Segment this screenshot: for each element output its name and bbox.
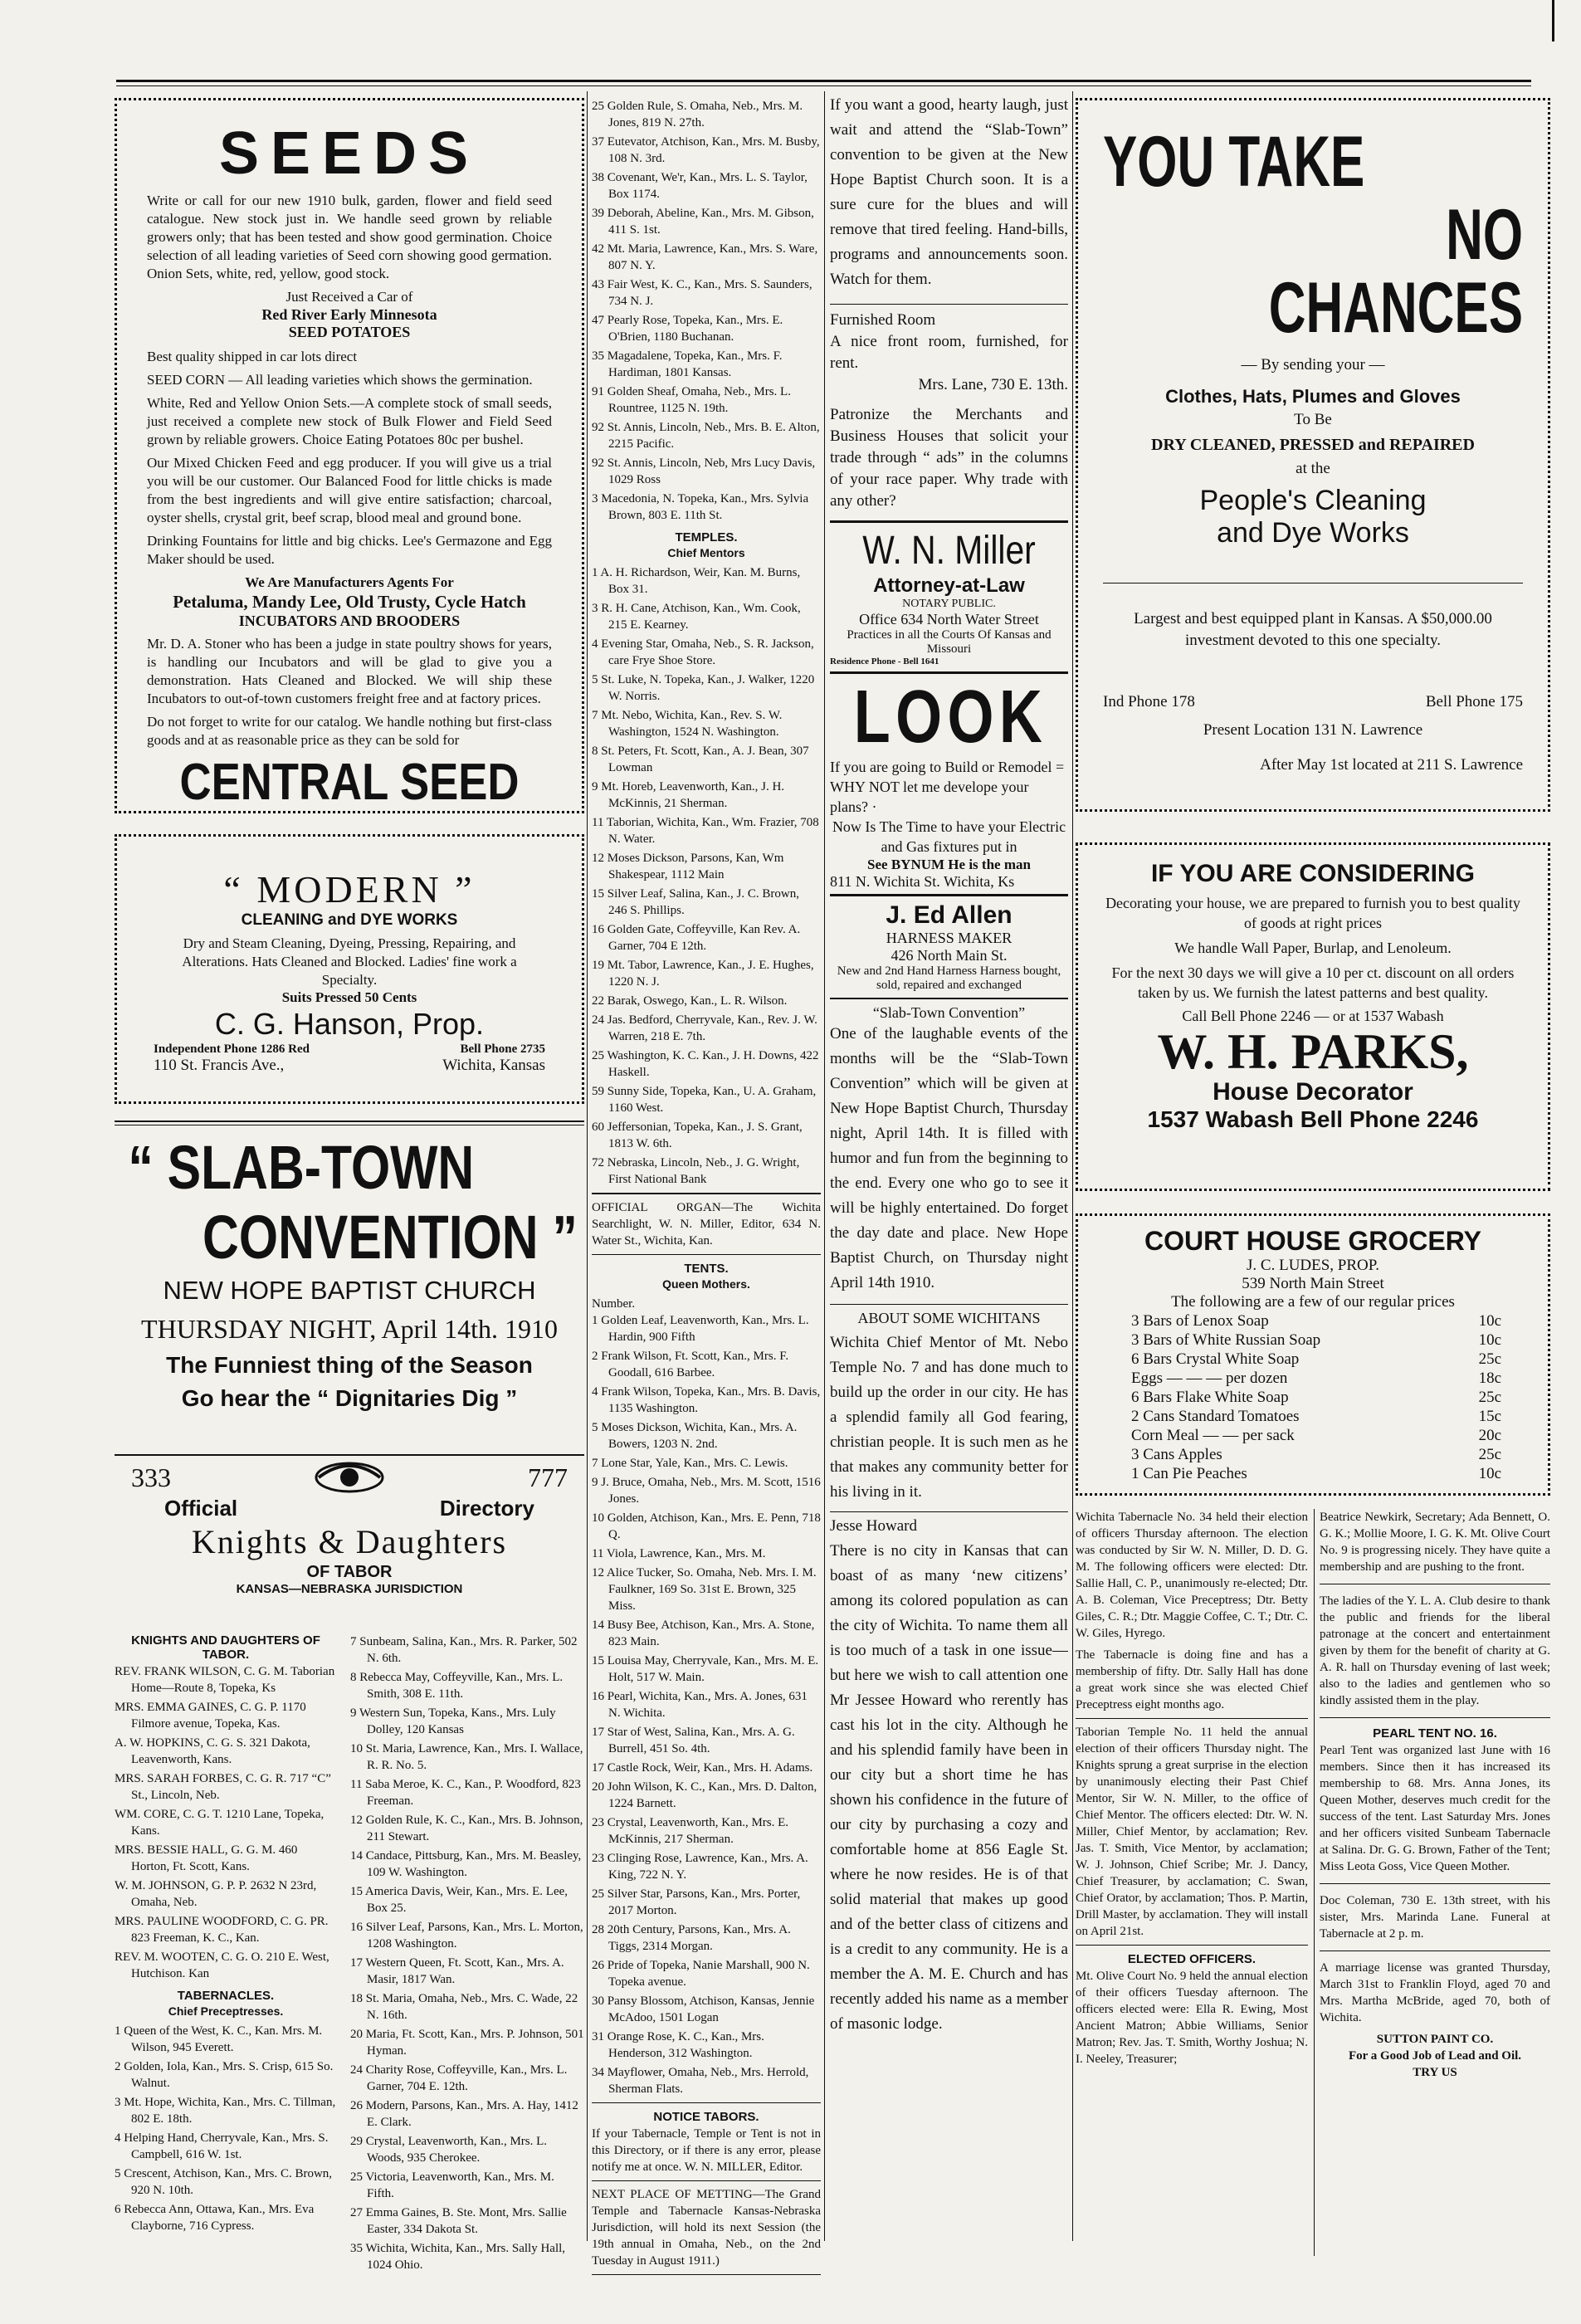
seeds-ad xyxy=(115,98,584,813)
clothes: Clothes, Hats, Plumes and Gloves xyxy=(1165,386,1461,407)
price-row xyxy=(1131,1388,1501,1407)
modern-bell-phone: Bell Phone 2735 xyxy=(460,1042,545,1056)
directory-subheader xyxy=(115,1496,584,1521)
grocery-title: COURT HOUSE GROCERY xyxy=(1144,1226,1481,1256)
official-organ: OFFICIAL ORGAN—The Wichita Searchlight, W. N. Miller, Editor, 634 N. Water St., Wichita, Kan. xyxy=(592,1201,821,1247)
tabernacle-entry: 16 Silver Leaf, Parsons, Kan., Mrs. L. Morton, 1208 Washington. xyxy=(350,1921,583,1950)
miller-notary: NOTARY PUBLIC. xyxy=(902,598,996,610)
tabernacle-entry: 2 Golden, Iola, Kan., Mrs. S. Crisp, 615 So. Walnut. xyxy=(115,2060,334,2090)
cleaning-bell-phone: Bell Phone 175 xyxy=(1425,693,1523,710)
miller-office: Office 634 North Water Street xyxy=(859,611,1039,627)
tabernacle-entry: 92 St. Annis, Lincoln, Neb., Mrs. B. E. Alton, 2215 Pacific. xyxy=(592,421,820,451)
next-meeting: NEXT PLACE OF METTING—The Grand Temple and Tabernacle Kansas-Nebraska Jurisdiction, will hold its next Session (the 19th annual in Omaha, Neb., on the 2nd Tuesday in August 1911.) xyxy=(592,2188,821,2268)
column-4-news-left xyxy=(1076,1509,1308,2073)
officer-entry: MRS. PAULINE WOODFORD, C. G. PR. 823 Freeman, K. C., Kan. xyxy=(115,1915,329,1945)
tent-entry: 17 Star of West, Salina, Kan., Mrs. A. G. Burrell, 451 So. 4th. xyxy=(592,1726,795,1755)
tabernacle-entry: 24 Charity Rose, Coffeyville, Kan., Mrs. L. Garner, 704 E. 12th. xyxy=(350,2063,568,2093)
tabernacle-entry: 26 Modern, Parsons, Kan., Mrs. A. Hay, 1412 E. Clark. xyxy=(350,2099,578,2129)
elected-head: ELECTED OFFICERS. xyxy=(1127,1952,1257,1966)
call-parks: Call Bell Phone 2246 — or at 1537 Wabash xyxy=(1182,1008,1444,1024)
about-text: Wichita Chief Mentor of Mt. Nebo Temple No. 7 and has done much to build up the order in our city. He has a splendid family all God fearing, christian people. It is such men as he that makes any community better for his living in it. xyxy=(830,1334,1068,1501)
at-the: at the xyxy=(1296,460,1330,477)
tents-sub: Queen Mothers. xyxy=(662,1277,750,1291)
modern-address xyxy=(154,1057,545,1075)
dry-cleaned: DRY CLEANED, PRESSED and REPAIRED xyxy=(1151,436,1475,454)
modern-sub: CLEANING and DYE WORKS xyxy=(241,911,458,929)
tabernacle-entry: 27 Emma Gaines, B. Ste. Mont, Mrs. Sallie Easter, 334 Dakota St. xyxy=(350,2206,567,2236)
tabernacle-entry: 6 Rebecca Ann, Ottawa, Kan., Mrs. Eva Clayborne, 716 Cypress. xyxy=(115,2203,315,2233)
allen-harness: HARNESS MAKER xyxy=(886,930,1013,946)
tabernacles-head: TABERNACLES. xyxy=(177,1989,275,2003)
tabernacle-entry: 3 Mt. Hope, Wichita, Kan., Mrs. C. Tillman, 802 E. 18th. xyxy=(115,2096,336,2126)
grocery-following: The following are a few of our regular prices xyxy=(1171,1293,1455,1311)
coleman: Doc Coleman, 730 E. 13th street, with his sister, Mrs. Marinda Lane. Funeral at Tabernacle at 2 p. m. xyxy=(1320,1894,1550,1941)
tent-entry: 1 Golden Leaf, Leavenworth, Kan., Mrs. L. Hardin, 900 Fifth xyxy=(592,1314,809,1344)
column-divider-1 xyxy=(587,91,588,2241)
modern-city: Wichita, Kansas xyxy=(442,1057,545,1074)
price-item: 3 Bars of White Russian Soap xyxy=(1131,1331,1321,1349)
parks-wabash: 1537 Wabash Bell Phone 2246 xyxy=(1147,1106,1479,1132)
convention-notice: If you want a good, hearty laugh, just wait and attend the “Slab-Town” convention to be given at the New Hope Baptist Church soon. It is a sure cure for the blues and will remove that tired feeling. Hand-bills, programs and announcements soon. Watch for them. xyxy=(830,96,1068,288)
largest: Largest and best equipped plant in Kansas. A $50,000.00 investment devoted to this one specialty. xyxy=(1134,610,1492,649)
modern-text: Dry and Steam Cleaning, Dyeing, Pressing, Repairing, and Alterations. Hats Cleaned and Blocked. Ladies' fine work a Specialty. xyxy=(182,935,517,988)
look-title: LOOK xyxy=(853,676,1048,759)
right-edge xyxy=(1552,0,1554,42)
parks-name: W. H. PARKS, xyxy=(1157,1024,1469,1079)
take-1: YOU TAKE xyxy=(1103,122,1365,202)
parks-decorator: House Decorator xyxy=(1213,1078,1413,1106)
tab34: Wichita Tabernacle No. 34 held their election of officers Thursday afternoon. The election was conducted by Sir W. N. Miller, D. D. G. M. The following officers were elected: Dtr. Sallie Hall, C. P., unanimously re-elected; Dtr. A. B. Coleman, Vice Preceptress; Dtr. Betty Giles, C. R.; Dtr. Maggie Coffee, C. T.; Dtr. C. W. Giles, Hyrego. xyxy=(1076,1511,1308,1640)
bynum-line: See BYNUM He is the man xyxy=(867,857,1031,872)
temple-entry: 60 Jeffersonian, Topeka, Kan., J. S. Grant, 1813 W. 6th. xyxy=(592,1120,803,1150)
tabernacle-entry: 15 America Davis, Weir, Kan., Mrs. E. Lee, Box 25. xyxy=(350,1885,568,1915)
slab-head: “Slab-Town Convention” xyxy=(872,1004,1026,1021)
price-value: 25c xyxy=(1478,1446,1501,1463)
tabernacle-entry: 38 Covenant, We'r, Kan., Mrs. L. S. Taylor, Box 1174. xyxy=(592,171,808,201)
column-4-news-right xyxy=(1320,1509,1550,2081)
temple-entry: 3 R. H. Cane, Atchison, Kan., Wm. Cook, 215 E. Kearney. xyxy=(592,602,801,632)
temple-entry: 24 Jas. Bedford, Cherryvale, Kan., Rev. J. W. Warren, 218 E. 7th. xyxy=(592,1013,817,1043)
tent-entry: 2 Frank Wilson, Ft. Scott, Kan., Mrs. F. Goodall, 616 Barbee. xyxy=(592,1350,789,1379)
price-row xyxy=(1131,1464,1501,1483)
officer-entry: REV. M. WOOTEN, C. G. O. 210 E. West, Hutchison. Kan xyxy=(115,1950,329,1980)
tabernacle-entry: 11 Saba Meroe, K. C., Kan., P. Woodford, 823 Freeman. xyxy=(350,1778,581,1808)
miller-name: W. N. Miller xyxy=(862,529,1036,573)
price-row xyxy=(1131,1426,1501,1445)
price-item: Corn Meal — — per sack xyxy=(1131,1427,1295,1444)
seeds-brands: Petaluma, Mandy Lee, Old Trusty, Cycle Hatch xyxy=(173,592,526,612)
grocery-ad xyxy=(1076,1213,1550,1496)
price-row xyxy=(1131,1311,1501,1330)
patronize-notice: Patronize the Merchants and Business Houses that solicit your trade through “ ads” in the columns of your race paper. Why trade with any other? xyxy=(830,406,1068,510)
price-item: 2 Cans Standard Tomatoes xyxy=(1131,1408,1300,1425)
ywla: The ladies of the Y. L. A. Club desire to thank the public and friends for the liberal patronage at the concert and entertainment given by them for the benefit of charity at G. A. R. hall on Thursday evening of last week; also to the ladies and gentlemen who so kindly assisted them in the play. xyxy=(1320,1594,1550,1707)
room-contact: Mrs. Lane, 730 E. 13th. xyxy=(918,376,1068,393)
tabernacle-entry: 35 Wichita, Wichita, Kan., Mrs. Sally Hall, 1024 Ohio. xyxy=(350,2242,566,2272)
officer-entry: MRS. SARAH FORBES, C. G. R. 717 “C” St., Lincoln, Neb. xyxy=(115,1772,331,1802)
tabernacle-entry: 29 Crystal, Leavenworth, Kan., Mrs. L. Woods, 935 Cherokee. xyxy=(350,2135,548,2165)
tent-entry: 30 Pansy Blossom, Atchison, Kansas, Jennie McAdoo, 1501 Logan xyxy=(592,1994,815,2024)
peoples-2: and Dye Works xyxy=(1217,517,1409,549)
temple-entry: 7 Mt. Nebo, Wichita, Kan., Rev. S. W. Washington, 1524 N. Washington. xyxy=(592,709,783,739)
seeds-fountains: Drinking Fountains for little and big chicks. Lee's Germazone and Egg Maker should be used. xyxy=(147,533,552,567)
temple-entry: 22 Barak, Oswego, Kan., L. R. Wilson. xyxy=(592,994,788,1008)
price-value: 15c xyxy=(1478,1408,1501,1425)
notice-head: NOTICE TABORS. xyxy=(653,2110,759,2124)
tabernacle-entry: 91 Golden Sheaf, Omaha, Neb., Mrs. L. Rountree, 1125 N. 19th. xyxy=(592,385,791,415)
price-item: 3 Cans Apples xyxy=(1131,1446,1222,1463)
present-location: Present Location 131 N. Lawrence xyxy=(1203,721,1423,739)
slabtown-go: Go hear the “ Dignitaries Dig ” xyxy=(181,1385,518,1411)
temple-entry: 11 Taborian, Wichita, Kan., Wm. Frazier, 708 N. Water. xyxy=(592,816,819,846)
temples-list xyxy=(592,564,821,1188)
seeds-forget: Do not forget to write for our catalog. We handle nothing but first-class goods and at as reasonable price as they can be sold for xyxy=(147,714,552,748)
tent-entry: 26 Pride of Topeka, Nanie Marshall, 900 N. Topeka avenue. xyxy=(592,1959,810,1989)
parks-ad xyxy=(1076,842,1550,1191)
tent-entry: 4 Frank Wilson, Topeka, Kan., Mrs. B. Davis, 1135 Washington. xyxy=(592,1385,821,1415)
column2-top-list xyxy=(592,98,821,524)
modern-addr: 110 St. Francis Ave., xyxy=(154,1057,285,1074)
top-rule-2 xyxy=(116,85,1531,86)
cleaning-phones xyxy=(1103,693,1523,711)
slabtown-line2: CONVENTION ” xyxy=(203,1203,578,1272)
tabernacle-entry: 4 Helping Hand, Cherryvale, Kan., Mrs. S. Campbell, 616 W. 1st. xyxy=(115,2131,329,2161)
temples-head: TEMPLES. xyxy=(675,530,738,544)
bynum-address: 811 N. Wichita St. Wichita, Ks xyxy=(830,873,1015,890)
directory-title: Knights & Daughters xyxy=(191,1523,508,1560)
seeds-brands-2: INCUBATORS AND BROODERS xyxy=(238,613,461,629)
grocery-ludes: J. C. LUDES, PROP. xyxy=(1247,1257,1379,1274)
wall-paper: We handle Wall Paper, Burlap, and Lenoleum. xyxy=(1174,940,1452,956)
directory-jurisdiction: KANSAS—NEBRASKA JURISDICTION xyxy=(236,1582,463,1596)
tabernacle-entry: 10 St. Maria, Lawrence, Kan., Mrs. I. Wallace, R. R. No. 5. xyxy=(350,1742,583,1772)
tabernacle-entry: 35 Magadalene, Topeka, Kan., Mrs. F. Hardiman, 1801 Kansas. xyxy=(592,349,783,379)
modern-title: “ MODERN ” xyxy=(223,868,476,911)
modern-ad xyxy=(115,834,584,1104)
directory-right-num: 777 xyxy=(528,1462,568,1492)
temple-entry: 15 Silver Leaf, Salina, Kan., J. C. Brown, 246 S. Phillips. xyxy=(592,887,799,917)
price-row xyxy=(1131,1445,1501,1464)
temple-entry: 5 St. Luke, N. Topeka, Kan., J. Walker, 1220 W. Norris. xyxy=(592,673,815,703)
tent-entry: 20 John Wilson, K. C., Kan., Mrs. D. Dalton, 1224 Barnett. xyxy=(592,1780,817,1810)
directory-left-num: 333 xyxy=(131,1462,171,1492)
why-not-pay xyxy=(592,2280,821,2281)
column-divider-2 xyxy=(824,91,825,2241)
price-value: 10c xyxy=(1478,1312,1501,1330)
seeds-intro: Write or call for our new 1910 bulk, garden, flower and field seed catalogue. New stock just in. We handle seed grown by reliable growers only; that has been tested and show good germination. Choice selection of all leading varieties of Seed corn showing good germation. Onion Sets, white, red, yellow, good stock. xyxy=(147,193,552,281)
tent-entry: 12 Alice Tucker, So. Omaha, Neb. Mrs. I. M. Faulkner, 169 So. 31st E. Brown, 325 Miss. xyxy=(592,1566,817,1613)
jesse-head: Jesse Howard xyxy=(830,1517,918,1535)
officer-entry: MRS. BESSIE HALL, G. G. M. 460 Horton, Ft. Scott, Kans. xyxy=(115,1843,298,1873)
column-4-news xyxy=(1076,1509,1550,2281)
allen-text: New and 2nd Hand Harness Harness bought, sold, repaired and exchanged xyxy=(837,964,1061,992)
license: A marriage license was granted Thursday, March 31st to Franklin Floyd, aged 70 and Mrs. Martha McBride, aged 70, both of Wichita. xyxy=(1320,1961,1550,2024)
tent-entry: 28 20th Century, Parsons, Kan., Mrs. A. Tiggs, 2314 Morgan. xyxy=(592,1923,791,1953)
seeds-feed: Our Mixed Chicken Feed and egg producer. If you will give us a trial you will be our customer. Our Balanced Food for little chicks is made from the best ingredients and will give entire satisfaction; charcoal, oyster shells, crystal grit, beef scrap, blood meal and ground bone. xyxy=(147,455,552,525)
tents-list xyxy=(592,1312,821,2097)
tabernacles-list xyxy=(115,2023,337,2234)
tent-entry: 16 Pearl, Wichita, Kan., Mrs. A. Jones, 631 N. Wichita. xyxy=(592,1690,808,1720)
tent-entry: 31 Orange Rose, K. C., Kan., Mrs. Henderson, 312 Washington. xyxy=(592,2030,764,2060)
officer-entry: MRS. EMMA GAINES, C. G. P. 1170 Filmore avenue, Topeka, Kas. xyxy=(115,1701,306,1731)
tent-entry: 15 Louisa May, Cherryvale, Kan., Mrs. M. E. Holt, 517 W. Main. xyxy=(592,1654,819,1684)
price-row xyxy=(1131,1350,1501,1369)
elected-text: Mt. Olive Court No. 9 held the annual election of their officers Tuesday afternoon. The officers elected were: Ella R. Ewing, Most Ancient Matron; Abbie Williams, Senior Matron; Rev. Jas. T. Smith, Worthy Joshua; N. I. Neeley, Treasurer; xyxy=(1076,1970,1308,2066)
tents-head: TENTS. xyxy=(684,1262,729,1276)
directory-word: Directory xyxy=(439,1496,534,1521)
peoples-1: People's Cleaning xyxy=(1199,485,1427,516)
price-item: 3 Bars of Lenox Soap xyxy=(1131,1312,1269,1330)
miller-practices: Practices in all the Courts Of Kansas and Missouri xyxy=(847,628,1052,656)
tent-entry: 9 J. Bruce, Omaha, Neb., Mrs. M. Scott, 1516 Jones. xyxy=(592,1476,821,1506)
tabernacle-entry: 8 Rebecca May, Coffeyville, Kan., Mrs. L. Smith, 308 E. 11th. xyxy=(350,1671,564,1701)
column-divider-3 xyxy=(1072,91,1073,2241)
tabernacles-list-2 xyxy=(350,1633,584,2273)
seeds-stoner: Mr. D. A. Stoner who has been a judge in state poultry shows for years, is handling our Incubators and will be glad to give you a demonstration. Hats Cleaned and Blocked. We will ship these Incubators to out-of-town customers freight free and at factory prices. xyxy=(147,636,552,706)
column-3 xyxy=(830,93,1068,2281)
next-30: For the next 30 days we will give a 10 per ct. discount on all orders taken by us. We furnish the latest patterns and best quality. xyxy=(1111,964,1515,1001)
tabernacle-entry: 37 Eutevator, Atchison, Kan., Mrs. M. Busby, 108 N. 3rd. xyxy=(592,135,820,165)
tobe: To Be xyxy=(1294,411,1332,428)
officer-entry: REV. FRANK WILSON, C. G. M. Taborian Home—Route 8, Topeka, Ks xyxy=(115,1665,335,1695)
cleaning-ad xyxy=(1076,98,1550,812)
seeds-onion: White, Red and Yellow Onion Sets.—A complete stock of small seeds, just received a complete new stock of Bulk Flower and Field Seed grown by reliable growers. Choice Eating Potatoes 80c per bushel. xyxy=(147,395,552,447)
seeds-corn: SEED CORN — All leading varieties which shows the germination. xyxy=(147,372,533,388)
eye-emblem-icon xyxy=(312,1459,387,1496)
directory-left-col xyxy=(115,1633,337,2237)
modern-phones xyxy=(154,1042,545,1057)
tabernacle-entry: 25 Victoria, Leavenworth, Kan., Mrs. M. Fifth. xyxy=(350,2170,554,2200)
tabernacle-entry: 18 St. Maria, Omaha, Neb., Mrs. C. Wade, 22 N. 16th. xyxy=(350,1992,578,2022)
look-text: If you are going to Build or Remodel = WHY NOT let me develope your plans? · xyxy=(830,759,1065,815)
tabernacle-entry: 20 Maria, Ft. Scott, Kan., Mrs. P. Johnson, 501 Hyman. xyxy=(350,2028,584,2058)
try-us: TRY US xyxy=(1413,2066,1457,2079)
allen-address: 426 North Main St. xyxy=(891,947,1008,964)
tabernacle-entry: 14 Candace, Pittsburg, Kan., Mrs. M. Beasley, 109 W. Washington. xyxy=(350,1849,582,1879)
seeds-company: CENTRAL SEED xyxy=(179,754,520,811)
temple-entry: 9 Mt. Horeb, Leavenworth, Kan., J. H. McKinnis, 21 Sherman. xyxy=(592,780,785,810)
price-item: Eggs — — — per dozen xyxy=(1131,1370,1288,1387)
miller-attorney: Attorney-at-Law xyxy=(873,574,1025,597)
price-value: 25c xyxy=(1478,1389,1501,1406)
temple-entry: 12 Moses Dickson, Parsons, Kan, Wm Shakespear, 1112 Main xyxy=(592,852,784,881)
directory xyxy=(115,1459,584,2281)
sutton-2: For a Good Job of Lead and Oil. xyxy=(1348,2049,1522,2063)
price-item: 1 Can Pie Peaches xyxy=(1131,1465,1247,1482)
pearl-text: Pearl Tent was organized last June with 16 members. Since then it has increased its membership to 68. Mrs. Anna Jones, its Queen Mother, deserves much credit for the success of the tent. Last Saturday Mrs. Jones and her officers visited Sunbeam Tabernacle at Salina. Dr. G. G. Brown, Father of the Tent; Miss Leota Goss, Vice Queen Mother. xyxy=(1320,1744,1550,1873)
beatrice: Beatrice Newkirk, Secretary; Ada Bennett, O. G. K.; Mollie Moore, I. G. K. Mt. Olive Court No. 9 is progressing nicely. They have quite a membership and are pushing to the front. xyxy=(1320,1511,1550,1574)
about-head: ABOUT SOME WICHITANS xyxy=(857,1310,1041,1326)
tent-entry: 5 Moses Dickson, Wichita, Kan., Mrs. A. Bowers, 1203 N. 2nd. xyxy=(592,1421,798,1451)
jesse-text: There is no city in Kansas that can boast of as many ‘new citizens’ among its colored population as can the city of Wichita. To name them all is too much of a task in one issue— but here we wish to call attention one Mr Jessee Howard who rerently has cast his lot in the city. Although he and his splendid family have been in our city but a short time he has shown his confidence in the future of our city by purchasing a cozy and comfortable home at 856 Eagle St. where he now resides. He is of that solid material that makes up good and of the better class of citizens and is a credit to any community. He is a member the A. M. E. Church and has recently added his name as a member of masonic lodge. xyxy=(830,1542,1068,2033)
tabernacle-entry: 43 Fair West, K. C., Kan., Mrs. S. Saunders, 734 N. J. xyxy=(592,278,812,308)
slabtown-date: THURSDAY NIGHT, April 14th. 1910 xyxy=(141,1314,558,1344)
temple-entry: 72 Nebraska, Lincoln, Neb., J. G. Wright, First National Bank xyxy=(592,1156,800,1186)
room-head: Furnished Room xyxy=(830,311,936,329)
price-row xyxy=(1131,1369,1501,1388)
officers-list xyxy=(115,1663,337,1982)
seeds-shipped: Best quality shipped in car lots direct xyxy=(147,349,358,364)
officer-entry: A. W. HOPKINS, C. G. S. 321 Dakota, Leavenworth, Kans. xyxy=(115,1736,310,1766)
sutton: SUTTON PAINT CO. xyxy=(1376,2033,1494,2046)
look-text-2: Now Is The Time to have your Electric and Gas fixtures put in xyxy=(832,818,1066,855)
tabernacle-entry: 92 St. Annis, Lincoln, Neb, Mrs Lucy Davis, 1029 Ross xyxy=(592,456,816,486)
slabtown-ad xyxy=(115,1133,584,1448)
tent-entry: 14 Busy Bee, Atchison, Kan., Mrs. A. Stone, 823 Main. xyxy=(592,1618,815,1648)
temple11: Taborian Temple No. 11 held the annual election of their officers Thursday night. The Knights sprung a great surprise in the election by unanimously electing their Past Chief Mentor, Sir W. N. Miller, to the office of Chief Mentor. The officers elected: Dtr. W. N. Miller, Chief Mentor, by acclamation; Rev. Jas. T. Smith, Vice Mentor, by acclamation; W. J. Johnson, Chief Scribe; Mr. J. Dancy, Chief Treasurer, by acclamation; C. Swan, Chief Orator, by acclamation; Thos. P. Martin, Drill Master, by acclamation. They will install on April 21st. xyxy=(1076,1726,1308,1938)
price-value: 10c xyxy=(1478,1465,1501,1482)
pearl-head: PEARL TENT NO. 16. xyxy=(1373,1726,1497,1741)
modern-suits: Suits Pressed 50 Cents xyxy=(281,989,417,1005)
temple-entry: 59 Sunny Side, Topeka, Kan., U. A. Graham, 1160 West. xyxy=(592,1085,817,1115)
price-list xyxy=(1108,1311,1518,1483)
tent-entry: 17 Castle Rock, Weir, Kan., Mrs. H. Adams. xyxy=(592,1761,813,1775)
tent-entry: 10 Golden, Atchison, Kan., Mrs. E. Penn, 718 Q. xyxy=(592,1511,821,1541)
slabtown-funny: The Funniest thing of the Season xyxy=(166,1352,533,1378)
temple-entry: 4 Evening Star, Omaha, Neb., S. R. Jackson, care Frye Shoe Store. xyxy=(592,637,814,667)
seeds-potatoes-1: Red River Early Minnesota xyxy=(261,306,437,323)
miller-residence: Residence Phone - Bell 1641 xyxy=(830,657,939,666)
top-rule xyxy=(116,80,1531,82)
tabernacle-entry: 47 Pearly Rose, Topeka, Kan., Mrs. E. O'Brien, 1180 Buchanan. xyxy=(592,314,783,344)
room-text: A nice front room, furnished, for rent. xyxy=(830,333,1068,372)
allen-name: J. Ed Allen xyxy=(886,901,1013,929)
officer-entry: WM. CORE, C. G. T. 1210 Lane, Topeka, Kans. xyxy=(115,1808,324,1838)
directory-head1: KNIGHTS AND DAUGHTERS OF TABOR. xyxy=(131,1633,320,1662)
tabernacle-entry: 9 Western Sun, Topeka, Kans., Mrs. Luly Dolley, 120 Kansas xyxy=(350,1706,556,1736)
directory-official: Official xyxy=(164,1496,238,1521)
tabernacle-entry: 3 Macedonia, N. Topeka, Kan., Mrs. Sylvia Brown, 803 E. 11th St. xyxy=(592,492,809,522)
rule-c1-a xyxy=(115,1120,584,1122)
price-item: 6 Bars Flake White Soap xyxy=(1131,1389,1289,1406)
tabernacle-entry: 12 Golden Rule, K. C., Kan., Mrs. B. Johnson, 211 Stewart. xyxy=(350,1814,583,1843)
price-value: 20c xyxy=(1478,1427,1501,1444)
temple-entry: 1 A. H. Richardson, Weir, Kan. M. Burns, Box 31. xyxy=(592,566,801,596)
price-value: 10c xyxy=(1478,1331,1501,1349)
price-row xyxy=(1131,1407,1501,1426)
temple-entry: 8 St. Peters, Ft. Scott, Kan., A. J. Bean, 307 Lowman xyxy=(592,745,809,774)
tents-number: Number. xyxy=(592,1297,636,1311)
tabernacle-entry: 39 Deborah, Abeline, Kan., Mrs. M. Gibson, 411 S. 1st. xyxy=(592,207,814,237)
slabtown-line1: “ SLAB-TOWN xyxy=(128,1133,475,1202)
considering: IF YOU ARE CONSIDERING xyxy=(1150,860,1476,887)
tabernacle-entry: 1 Queen of the West, K. C., Kan. Mrs. M. Wilson, 945 Everett. xyxy=(115,2024,323,2054)
after-may: After May 1st located at 211 S. Lawrence xyxy=(1260,756,1523,774)
price-value: 25c xyxy=(1478,1350,1501,1368)
tent-entry: 23 Crystal, Leavenworth, Kan., Mrs. E. McKinnis, 217 Sherman. xyxy=(592,1816,789,1846)
tab34b: The Tabernacle is doing fine and has a membership of fifty. Dtr. Sally Hall has done a great work since she was elected Chief Preceptress eight months ago. xyxy=(1076,1648,1308,1711)
tent-entry: 7 Lone Star, Yale, Kan., Mrs. C. Lewis. xyxy=(592,1457,788,1470)
decorating: Decorating your house, we are prepared to furnish you to best quality of goods at right prices xyxy=(1105,895,1520,931)
temple-entry: 16 Golden Gate, Coffeyville, Kan Rev. A. Garner, 704 E 12th. xyxy=(592,923,801,953)
seeds-title: SEEDS xyxy=(218,120,481,187)
tent-entry: 25 Silver Star, Parsons, Kan., Mrs. Porter, 2017 Morton. xyxy=(592,1887,801,1917)
price-item: 6 Bars Crystal White Soap xyxy=(1131,1350,1300,1368)
officer-entry: W. M. JOHNSON, G. P. P. 2632 N 23rd, Omaha, Neb. xyxy=(115,1879,317,1909)
cleaning-ind-phone: Ind Phone 178 xyxy=(1103,693,1195,710)
directory-right-col xyxy=(350,1633,584,2276)
temples-sub: Chief Mentors xyxy=(667,546,745,559)
directory-header xyxy=(115,1459,584,1496)
tent-entry: 11 Viola, Lawrence, Kan., Mrs. M. xyxy=(592,1547,766,1560)
modern-prop: C. G. Hanson, Prop. xyxy=(214,1007,485,1041)
price-value: 18c xyxy=(1478,1370,1501,1387)
sending: — By sending your — xyxy=(1241,356,1385,374)
seeds-potatoes-2: SEED POTATOES xyxy=(288,324,411,340)
slab-text: One of the laughable events of the months will be the “Slab-Town Convention” which will be given at New Hope Baptist Church, Thursday night, April 14th. It is filled with humor and fun from the beginning to the end. Every one who go to see it will be highly entertained. Do forget the day date and place. New Hope Baptist Church, on Thursday night April 14th 1910. xyxy=(830,1025,1068,1291)
tent-entry: 34 Mayflower, Omaha, Neb., Mrs. Herrold, Sherman Flats. xyxy=(592,2066,809,2096)
notice-text: If your Tabernacle, Temple or Tent is not in this Directory, or if there is any error, please notify me at once. W. N. MILLER, Editor. xyxy=(592,2127,821,2174)
price-row xyxy=(1131,1330,1501,1350)
tent-entry: 23 Clinging Rose, Lawrence, Kan., Mrs. A. King, 722 N. Y. xyxy=(592,1852,808,1882)
seeds-agents: We Are Manufacturers Agents For xyxy=(245,574,454,590)
tabernacles-sub: Chief Preceptresses. xyxy=(168,2004,284,2018)
tabernacle-entry: 17 Western Queen, Ft. Scott, Kan., Mrs. A. Masir, 1817 Wan. xyxy=(350,1956,564,1986)
tabernacle-entry: 5 Crescent, Atchison, Kan., Mrs. C. Brown, 920 N. 10th. xyxy=(115,2167,333,2197)
slabtown-church: NEW HOPE BAPTIST CHURCH xyxy=(163,1276,536,1305)
rule-c1-c xyxy=(115,1454,584,1456)
seeds-car-line: Just Received a Car of xyxy=(285,289,413,305)
temple-entry: 19 Mt. Tabor, Lawrence, Kan., J. E. Hughes, 1220 N. J. xyxy=(592,959,814,989)
tabernacle-entry: 42 Mt. Maria, Lawrence, Kan., Mrs. S. Ware, 807 N. Y. xyxy=(592,242,818,272)
column-2 xyxy=(592,98,821,2281)
modern-ind-phone: Independent Phone 1286 Red xyxy=(154,1042,310,1056)
tabernacle-entry: 7 Sunbeam, Salina, Kan., Mrs. R. Parker, 502 N. 6th. xyxy=(350,1635,578,1665)
temple-entry: 25 Washington, K. C. Kan., J. H. Downs, 422 Haskell. xyxy=(592,1049,819,1079)
tabernacle-entry: 25 Golden Rule, S. Omaha, Neb., Mrs. M. Jones, 819 N. 27th. xyxy=(592,100,803,129)
grocery-address: 539 North Main Street xyxy=(1242,1275,1384,1292)
directory-of: OF TABOR xyxy=(306,1563,393,1581)
take-2: NO CHANCES xyxy=(1268,195,1523,348)
